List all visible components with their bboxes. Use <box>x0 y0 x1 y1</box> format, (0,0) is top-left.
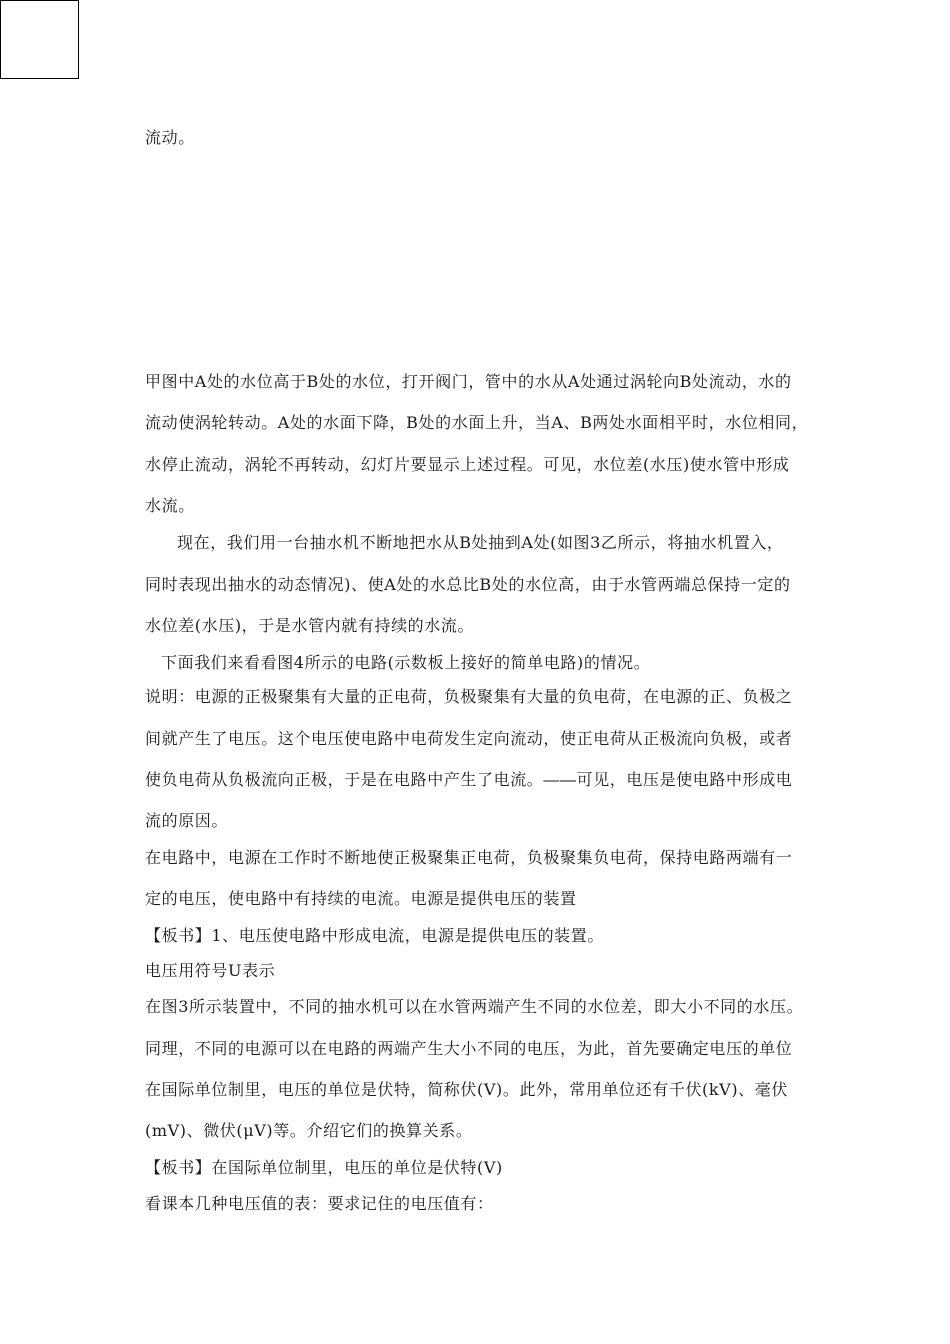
text-line-15: 定的电压，使电路中有持续的电流。电源是提供电压的装置 <box>145 889 577 908</box>
text-line-21: (mV)、微伏(μV)等。介绍它们的换算关系。 <box>145 1121 473 1140</box>
text-line-11: 间就产生了电压。这个电压使电路中电荷发生定向流动，使正电荷从正极流向负极，或者 <box>145 729 793 748</box>
text-line-5: 水流。 <box>145 496 195 515</box>
text-line-2: 甲图中A处的水位高于B处的水位，打开阀门，管中的水从A处通过涡轮向B处流动，水的 <box>145 372 792 391</box>
text-line-23: 看课本几种电压值的表：要求记住的电压值有： <box>145 1194 494 1213</box>
text-line-4: 水停止流动，涡轮不再转动，幻灯片要显示上述过程。可见，水位差(水压)使水管中形成 <box>145 455 790 474</box>
text-line-6: 现在，我们用一台抽水机不断地把水从B处抽到A处(如图3乙所示，将抽水机置入， <box>177 533 784 552</box>
text-line-3: 流动使涡轮转动。A处的水面下降，B处的水面上升，当A、B两处水面相平时，水位相同， <box>145 413 809 432</box>
text-line-22: 【板书】在国际单位制里，电压的单位是伏特(V) <box>145 1158 503 1177</box>
text-line-7: 同时表现出抽水的动态情况)、使A处的水总比B处的水位高，由于水管两端总保持一定的 <box>145 575 791 594</box>
text-line-1: 流动。 <box>145 128 195 147</box>
text-line-13: 流的原因。 <box>145 811 229 830</box>
text-line-14: 在电路中，电源在工作时不断地使正极聚集正电荷，负极聚集负电荷，保持电路两端有一 <box>145 848 793 867</box>
text-line-10: 说明：电源的正极聚集有大量的正电荷，负极聚集有大量的负电荷，在电源的正、负极之 <box>145 687 793 706</box>
text-line-8: 水位差(水压)，于是水管内就有持续的水流。 <box>145 616 475 635</box>
text-line-20: 在国际单位制里，电压的单位是伏特，简称伏(V)。此外，常用单位还有千伏(kV)、毫伏 <box>145 1080 788 1099</box>
text-line-12: 使负电荷从负极流向正极，于是在电路中产生了电流。――可见，电压是使电路中形成电 <box>145 770 793 789</box>
text-line-18: 在图3所示装置中，不同的抽水机可以在水管两端产生不同的水位差，即大小不同的水压。 <box>145 997 804 1016</box>
text-line-17: 电压用符号U表示 <box>145 961 276 980</box>
corner-frame-box <box>0 0 79 79</box>
text-line-19: 同理，不同的电源可以在电路的两端产生大小不同的电压，为此，首先要确定电压的单位 <box>145 1039 793 1058</box>
text-line-16: 【板书】1、电压使电路中形成电流，电源是提供电压的装置。 <box>145 926 604 945</box>
text-line-9: 下面我们来看看图4所示的电路(示数板上接好的简单电路)的情况。 <box>161 653 651 672</box>
